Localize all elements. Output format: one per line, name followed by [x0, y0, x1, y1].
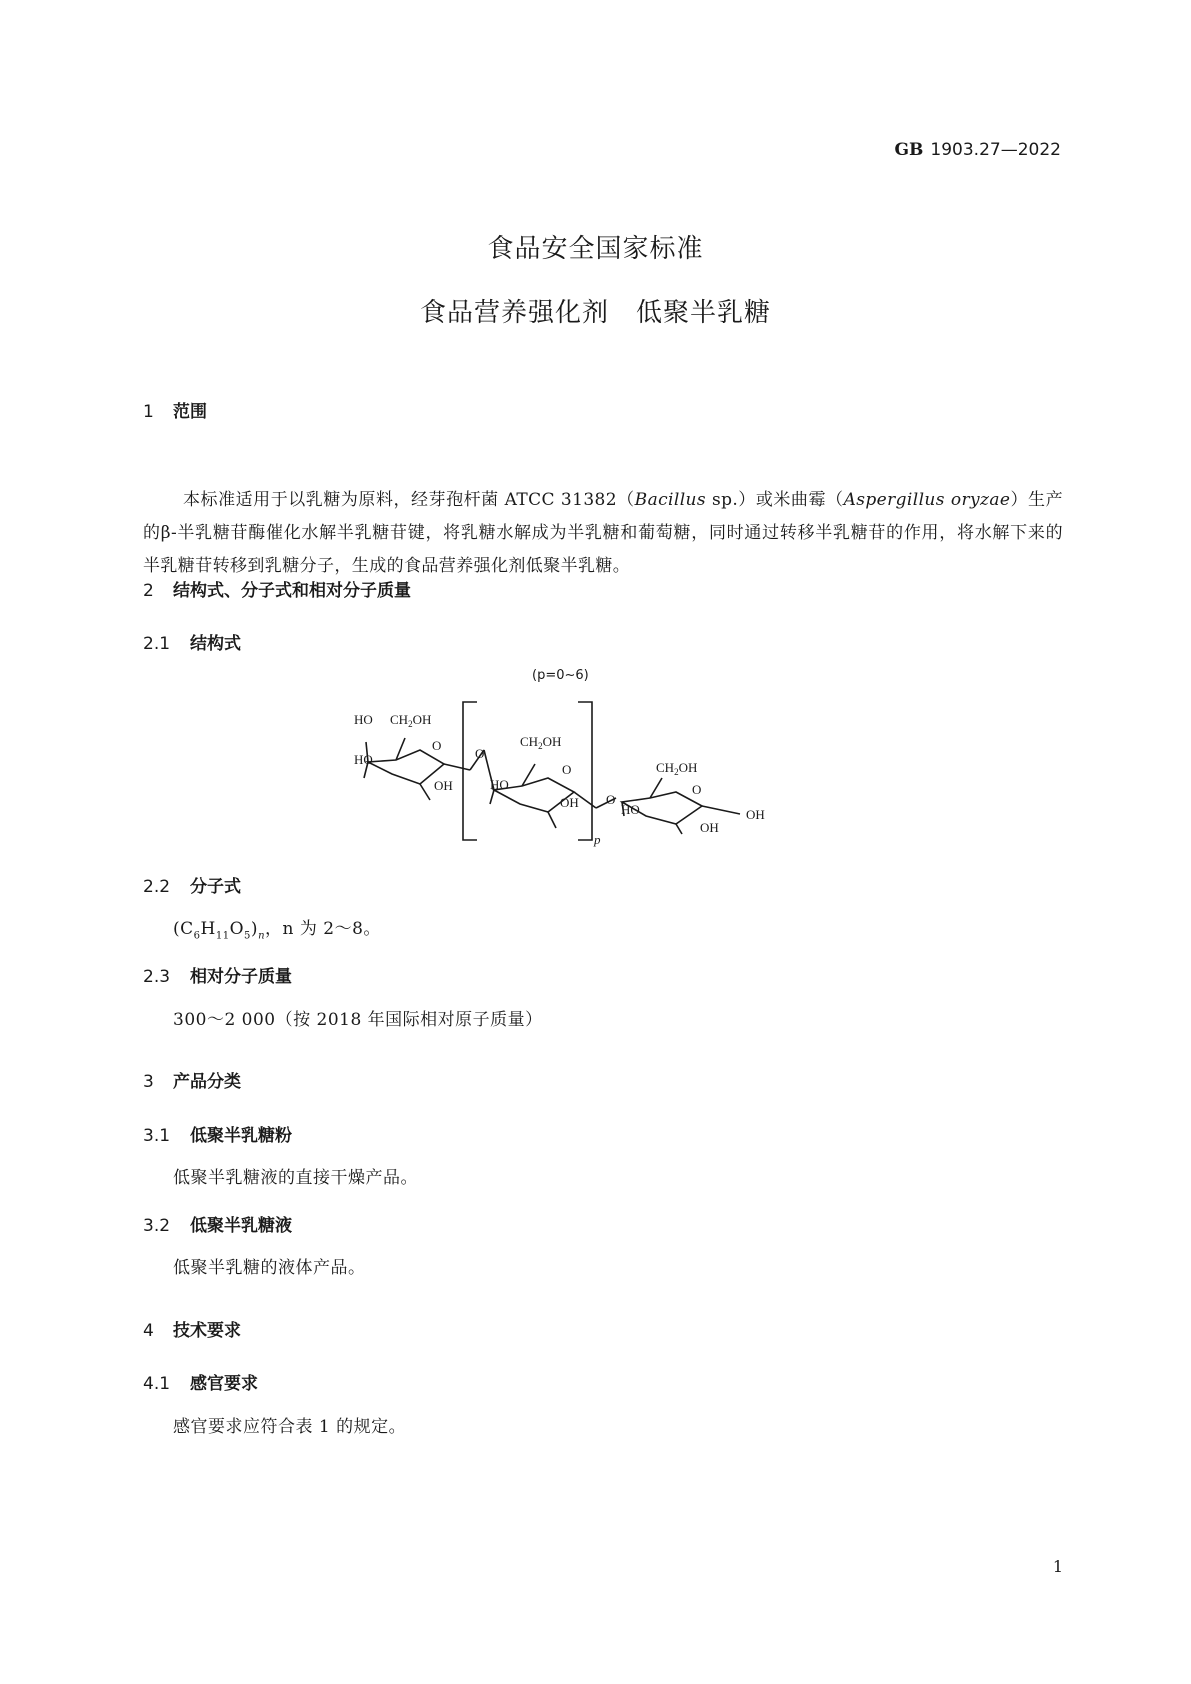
- liquid-description: 低聚半乳糖的液体产品。: [173, 1258, 366, 1278]
- section-2-1-heading: [143, 629, 241, 654]
- bond: [548, 812, 556, 828]
- section-title: 结构式、分子式和相对分子质量: [173, 581, 411, 601]
- label-oh: OH: [700, 820, 719, 835]
- standard-code: [895, 140, 1061, 160]
- label-o: O: [606, 792, 616, 807]
- section-4-heading: [143, 1316, 241, 1341]
- bracket-left: [463, 702, 477, 840]
- section-4-1-heading: [143, 1369, 258, 1394]
- document-title: 食品安全国家标准: [487, 234, 704, 264]
- section-title: 低聚半乳糖液: [190, 1216, 292, 1236]
- formula-note: ，n 为 2～8。: [265, 919, 381, 939]
- scope-text-1: 本标准适用于以乳糖为原料，经芽孢杆菌 ATCC 31382（: [183, 490, 635, 510]
- molecular-mass-text: 300～2 000（按 2018 年国际相对原子质量）: [173, 1010, 543, 1030]
- scope-text-3: ）生产的β-半乳糖苷酶催化水解半乳糖苷键，将乳糖水解成为半乳糖和葡萄糖，同时通过转移半乳糖苷的作用，将水解下来的半乳糖苷转移到乳糖分子，生成的食品营养强化剂低聚半乳糖。: [143, 490, 1063, 576]
- section-2-3-heading: [143, 962, 292, 987]
- aspergillus-italic: Aspergillus oryzae: [843, 490, 1011, 510]
- section-title: 分子式: [190, 877, 241, 897]
- section-number: 2.3: [143, 967, 171, 987]
- bond: [420, 784, 430, 800]
- powder-description: 低聚半乳糖液的直接干燥产品。: [173, 1168, 418, 1188]
- structural-formula: [354, 668, 840, 917]
- bond: [490, 790, 494, 804]
- label-oh: OH: [434, 778, 453, 793]
- section-title: 低聚半乳糖粉: [190, 1126, 292, 1146]
- molecular-formula: [173, 914, 381, 941]
- sensory-requirement-text: 感官要求应符合表 1 的规定。: [173, 1417, 407, 1437]
- label-oh: OH: [560, 795, 579, 810]
- section-3-2-heading: [143, 1211, 292, 1236]
- section-number: 1: [143, 402, 154, 422]
- label-ch2oh: $CH_2OH$: [390, 712, 432, 729]
- standard-number: 1903.27—2022: [930, 140, 1061, 160]
- scope-paragraph: [143, 484, 1063, 583]
- section-number: 4.1: [143, 1374, 171, 1394]
- label-ho: HO: [354, 752, 373, 767]
- section-title: 结构式: [190, 634, 241, 654]
- ring-oxygen: O: [692, 782, 702, 797]
- section-3-1-heading: [143, 1121, 292, 1146]
- label-p: p: [594, 832, 601, 847]
- section-number: 3.1: [143, 1126, 171, 1146]
- section-number: 3.2: [143, 1216, 171, 1236]
- galacto-oligosaccharide-structure: [354, 712, 840, 917]
- section-number: 4: [143, 1321, 154, 1341]
- formula-text: $(C_6H_{11}O_5)_n$: [173, 919, 266, 942]
- bracket-right: [578, 702, 592, 840]
- ring-oxygen: O: [562, 762, 572, 777]
- document-subtitle: 食品营养强化剂 低聚半乳糖: [419, 298, 771, 328]
- section-number: 2.1: [143, 634, 171, 654]
- section-title: 感官要求: [190, 1374, 258, 1394]
- label-ho: HO: [490, 777, 509, 792]
- ring-1: [368, 750, 444, 784]
- section-number: 2: [143, 581, 154, 601]
- label-ho: HO: [354, 712, 373, 727]
- section-title: 相对分子质量: [190, 967, 292, 987]
- bond: [676, 824, 682, 834]
- bacillus-italic: Bacillus: [634, 490, 707, 510]
- bond: [702, 806, 740, 814]
- section-3-heading: [143, 1067, 241, 1092]
- scope-text-2: sp.）或米曲霉（: [706, 490, 844, 510]
- section-title: 产品分类: [173, 1072, 241, 1092]
- standard-prefix: GB: [894, 140, 924, 160]
- section-number: 3: [143, 1072, 154, 1092]
- page-number: 1: [1052, 1557, 1063, 1576]
- label-ch2oh: $CH_2OH$: [656, 760, 698, 777]
- label-ch2oh: $CH_2OH$: [520, 734, 562, 751]
- repeat-range: (p=0~6): [532, 668, 589, 683]
- label-ho: HO: [621, 802, 640, 817]
- section-number: 2.2: [143, 877, 171, 897]
- section-1-heading: [143, 397, 207, 422]
- section-2-heading: [143, 576, 411, 601]
- label-o: O: [475, 746, 485, 761]
- section-title: 技术要求: [173, 1321, 241, 1341]
- section-2-2-heading: [143, 872, 241, 897]
- bond: [444, 764, 470, 770]
- ring-oxygen: O: [432, 738, 442, 753]
- section-title: 范围: [173, 402, 207, 422]
- label-oh: OH: [746, 807, 765, 822]
